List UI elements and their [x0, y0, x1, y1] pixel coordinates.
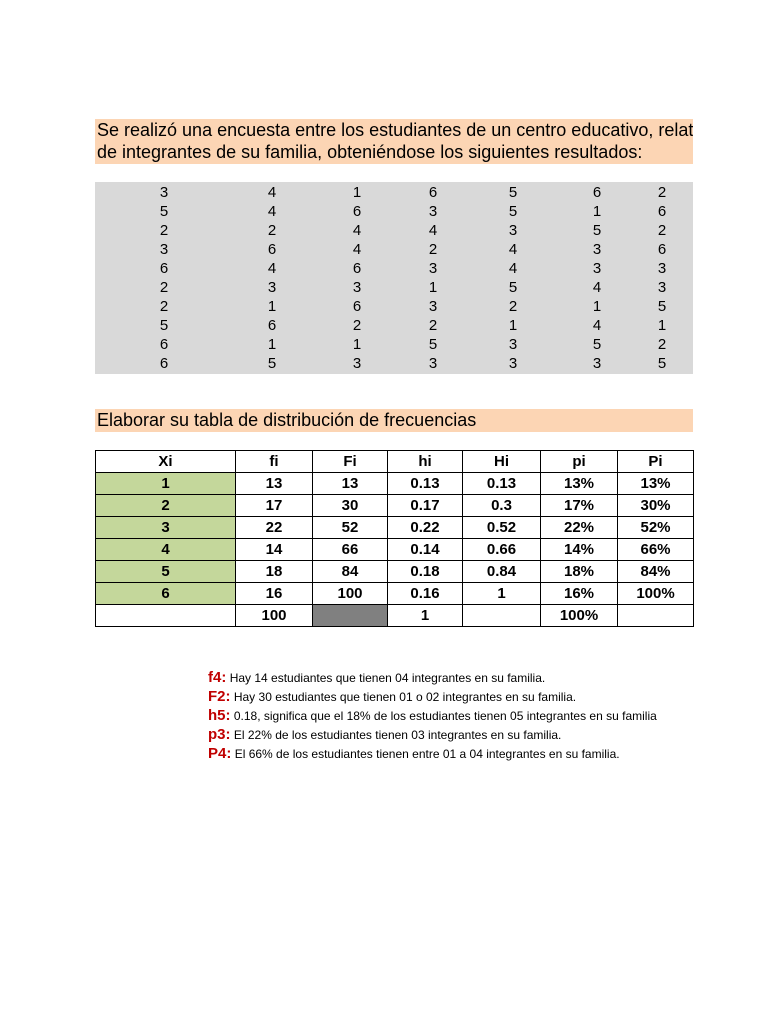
raw-data-cell: 1 — [352, 336, 362, 353]
xi-cell: 3 — [96, 517, 236, 539]
raw-data-cell: 3 — [352, 355, 362, 372]
raw-data-cell: 5 — [592, 222, 602, 239]
raw-data-cell: 6 — [657, 203, 667, 220]
note-code: F2: — [208, 688, 231, 705]
raw-data-cell: 1 — [267, 336, 277, 353]
raw-data-cell: 6 — [159, 260, 169, 277]
raw-data-cell: 6 — [267, 317, 277, 334]
raw-data-cell: 5 — [428, 336, 438, 353]
total-cell: 100% — [541, 605, 618, 627]
raw-data-cell: 3 — [267, 279, 277, 296]
raw-data-row — [95, 297, 693, 316]
xi-cell: 2 — [96, 495, 236, 517]
interpretation-notes — [208, 668, 728, 763]
table-cell: 0.66 — [463, 539, 541, 561]
raw-data-cell: 2 — [657, 336, 667, 353]
column-header: Fi — [313, 451, 388, 473]
table-cell: 16 — [236, 583, 313, 605]
note-code: h5: — [208, 707, 231, 724]
note-code: p3: — [208, 726, 231, 743]
raw-data-cell: 5 — [657, 298, 667, 315]
total-cell: 1 — [388, 605, 463, 627]
table-cell: 0.13 — [463, 473, 541, 495]
raw-data-cell: 2 — [159, 279, 169, 296]
raw-data-cell: 3 — [592, 241, 602, 258]
table-cell: 13% — [541, 473, 618, 495]
raw-data-cell: 4 — [267, 203, 277, 220]
note-line — [208, 706, 728, 725]
note-text: El 22% de los estudiantes tienen 03 integrantes en su familia. — [233, 728, 562, 742]
raw-data-cell: 3 — [657, 260, 667, 277]
table-cell: 1 — [463, 583, 541, 605]
table-cell: 0.16 — [388, 583, 463, 605]
table-cell: 13 — [236, 473, 313, 495]
raw-data-cell: 4 — [352, 241, 362, 258]
raw-data-cell: 2 — [267, 222, 277, 239]
table-cell: 18% — [541, 561, 618, 583]
problem-line-2: de integrantes de su familia, obteniéndose los siguientes resultados: — [97, 142, 643, 162]
raw-data-cell: 4 — [267, 260, 277, 277]
raw-data-cell: 4 — [592, 279, 602, 296]
raw-data-cell: 4 — [508, 260, 518, 277]
raw-data-row — [95, 316, 693, 335]
raw-data-cell: 2 — [428, 241, 438, 258]
raw-data-cell: 3 — [428, 260, 438, 277]
raw-data-cell: 3 — [657, 279, 667, 296]
note-code: f4: — [208, 669, 227, 686]
blank-gray-cell — [313, 605, 388, 627]
table-cell: 30 — [313, 495, 388, 517]
table-cell: 100 — [313, 583, 388, 605]
raw-data-cell: 5 — [508, 279, 518, 296]
note-line — [208, 687, 728, 706]
table-cell: 52% — [618, 517, 694, 539]
raw-data-cell: 4 — [267, 184, 277, 201]
raw-data-row — [95, 202, 693, 221]
table-row — [96, 539, 694, 561]
raw-data-cell: 3 — [428, 355, 438, 372]
raw-data-cell: 2 — [159, 222, 169, 239]
raw-data-cell: 1 — [592, 203, 602, 220]
xi-cell: 6 — [96, 583, 236, 605]
raw-data-cell: 5 — [508, 184, 518, 201]
raw-data-cell: 5 — [159, 317, 169, 334]
xi-cell: 1 — [96, 473, 236, 495]
raw-data-row — [95, 183, 693, 202]
table-row — [96, 583, 694, 605]
total-cell: 100 — [236, 605, 313, 627]
table-row — [96, 473, 694, 495]
raw-data-cell: 5 — [508, 203, 518, 220]
table-cell: 22% — [541, 517, 618, 539]
note-code: P4: — [208, 745, 232, 762]
table-row — [96, 561, 694, 583]
problem-statement — [95, 119, 693, 164]
table-cell: 13% — [618, 473, 694, 495]
table-cell: 14% — [541, 539, 618, 561]
column-header: Xi — [96, 451, 236, 473]
raw-data-cell: 1 — [428, 279, 438, 296]
task-title-text: Elaborar su tabla de distribución de frecuencias — [97, 410, 477, 430]
raw-data-cell: 4 — [428, 222, 438, 239]
task-title — [95, 409, 693, 432]
total-cell — [618, 605, 694, 627]
problem-line-1: Se realizó una encuesta entre los estudiantes de un centro educativo, relat — [97, 120, 693, 140]
table-cell: 18 — [236, 561, 313, 583]
raw-data-cell: 2 — [428, 317, 438, 334]
totals-row — [96, 605, 694, 627]
raw-data-row — [95, 240, 693, 259]
table-cell: 100% — [618, 583, 694, 605]
table-row — [96, 517, 694, 539]
table-cell: 14 — [236, 539, 313, 561]
table-cell: 66 — [313, 539, 388, 561]
raw-data-row — [95, 278, 693, 297]
column-header: Hi — [463, 451, 541, 473]
raw-data-cell: 5 — [159, 203, 169, 220]
column-header: fi — [236, 451, 313, 473]
raw-data-cell: 2 — [159, 298, 169, 315]
raw-data-grid — [95, 182, 693, 374]
raw-data-row — [95, 221, 693, 240]
raw-data-cell: 3 — [592, 355, 602, 372]
raw-data-cell: 2 — [657, 222, 667, 239]
raw-data-cell: 3 — [428, 203, 438, 220]
raw-data-cell: 3 — [352, 279, 362, 296]
raw-data-cell: 5 — [267, 355, 277, 372]
table-cell: 16% — [541, 583, 618, 605]
raw-data-cell: 3 — [428, 298, 438, 315]
raw-data-cell: 4 — [352, 222, 362, 239]
table-cell: 0.14 — [388, 539, 463, 561]
frequency-table — [95, 450, 694, 627]
raw-data-cell: 3 — [159, 184, 169, 201]
table-cell: 17 — [236, 495, 313, 517]
raw-data-cell: 6 — [352, 203, 362, 220]
table-row — [96, 495, 694, 517]
raw-data-table — [95, 183, 693, 373]
note-text: Hay 14 estudiantes que tienen 04 integrantes en su familia. — [229, 671, 546, 685]
raw-data-cell: 6 — [592, 184, 602, 201]
raw-data-cell: 6 — [352, 298, 362, 315]
column-header: pi — [541, 451, 618, 473]
note-text: 0.18, significa que el 18% de los estudiantes tienen 05 integrantes en su familia — [233, 709, 657, 723]
raw-data-cell: 1 — [508, 317, 518, 334]
table-cell: 0.13 — [388, 473, 463, 495]
table-cell: 13 — [313, 473, 388, 495]
raw-data-cell: 1 — [592, 298, 602, 315]
table-cell: 30% — [618, 495, 694, 517]
raw-data-cell: 3 — [159, 241, 169, 258]
note-line — [208, 668, 728, 687]
raw-data-cell: 3 — [592, 260, 602, 277]
raw-data-cell: 2 — [508, 298, 518, 315]
raw-data-cell: 3 — [508, 355, 518, 372]
raw-data-cell: 6 — [352, 260, 362, 277]
total-cell — [463, 605, 541, 627]
raw-data-cell: 5 — [592, 336, 602, 353]
table-cell: 0.52 — [463, 517, 541, 539]
raw-data-cell: 6 — [159, 336, 169, 353]
raw-data-cell: 3 — [508, 336, 518, 353]
xi-cell: 4 — [96, 539, 236, 561]
raw-data-cell: 3 — [508, 222, 518, 239]
raw-data-row — [95, 335, 693, 354]
total-cell — [96, 605, 236, 627]
note-line — [208, 744, 728, 763]
raw-data-cell: 6 — [428, 184, 438, 201]
raw-data-cell: 1 — [352, 184, 362, 201]
column-header: Pi — [618, 451, 694, 473]
note-line — [208, 725, 728, 744]
table-cell: 0.3 — [463, 495, 541, 517]
raw-data-cell: 6 — [267, 241, 277, 258]
raw-data-cell: 5 — [657, 355, 667, 372]
column-header: hi — [388, 451, 463, 473]
table-cell: 0.22 — [388, 517, 463, 539]
raw-data-cell: 1 — [657, 317, 667, 334]
raw-data-cell: 4 — [592, 317, 602, 334]
raw-data-row — [95, 259, 693, 278]
table-cell: 22 — [236, 517, 313, 539]
raw-data-cell: 2 — [657, 184, 667, 201]
note-text: Hay 30 estudiantes que tienen 01 o 02 integrantes en su familia. — [233, 690, 577, 704]
table-cell: 84 — [313, 561, 388, 583]
table-cell: 0.18 — [388, 561, 463, 583]
raw-data-cell: 2 — [352, 317, 362, 334]
raw-data-cell: 6 — [159, 355, 169, 372]
table-cell: 17% — [541, 495, 618, 517]
table-cell: 0.17 — [388, 495, 463, 517]
xi-cell: 5 — [96, 561, 236, 583]
table-cell: 52 — [313, 517, 388, 539]
raw-data-row — [95, 354, 693, 373]
table-cell: 66% — [618, 539, 694, 561]
raw-data-cell: 4 — [508, 241, 518, 258]
raw-data-cell: 1 — [267, 298, 277, 315]
table-cell: 0.84 — [463, 561, 541, 583]
raw-data-cell: 6 — [657, 241, 667, 258]
note-text: El 66% de los estudiantes tienen entre 01 a 04 integrantes en su familia. — [234, 747, 620, 761]
table-cell: 84% — [618, 561, 694, 583]
